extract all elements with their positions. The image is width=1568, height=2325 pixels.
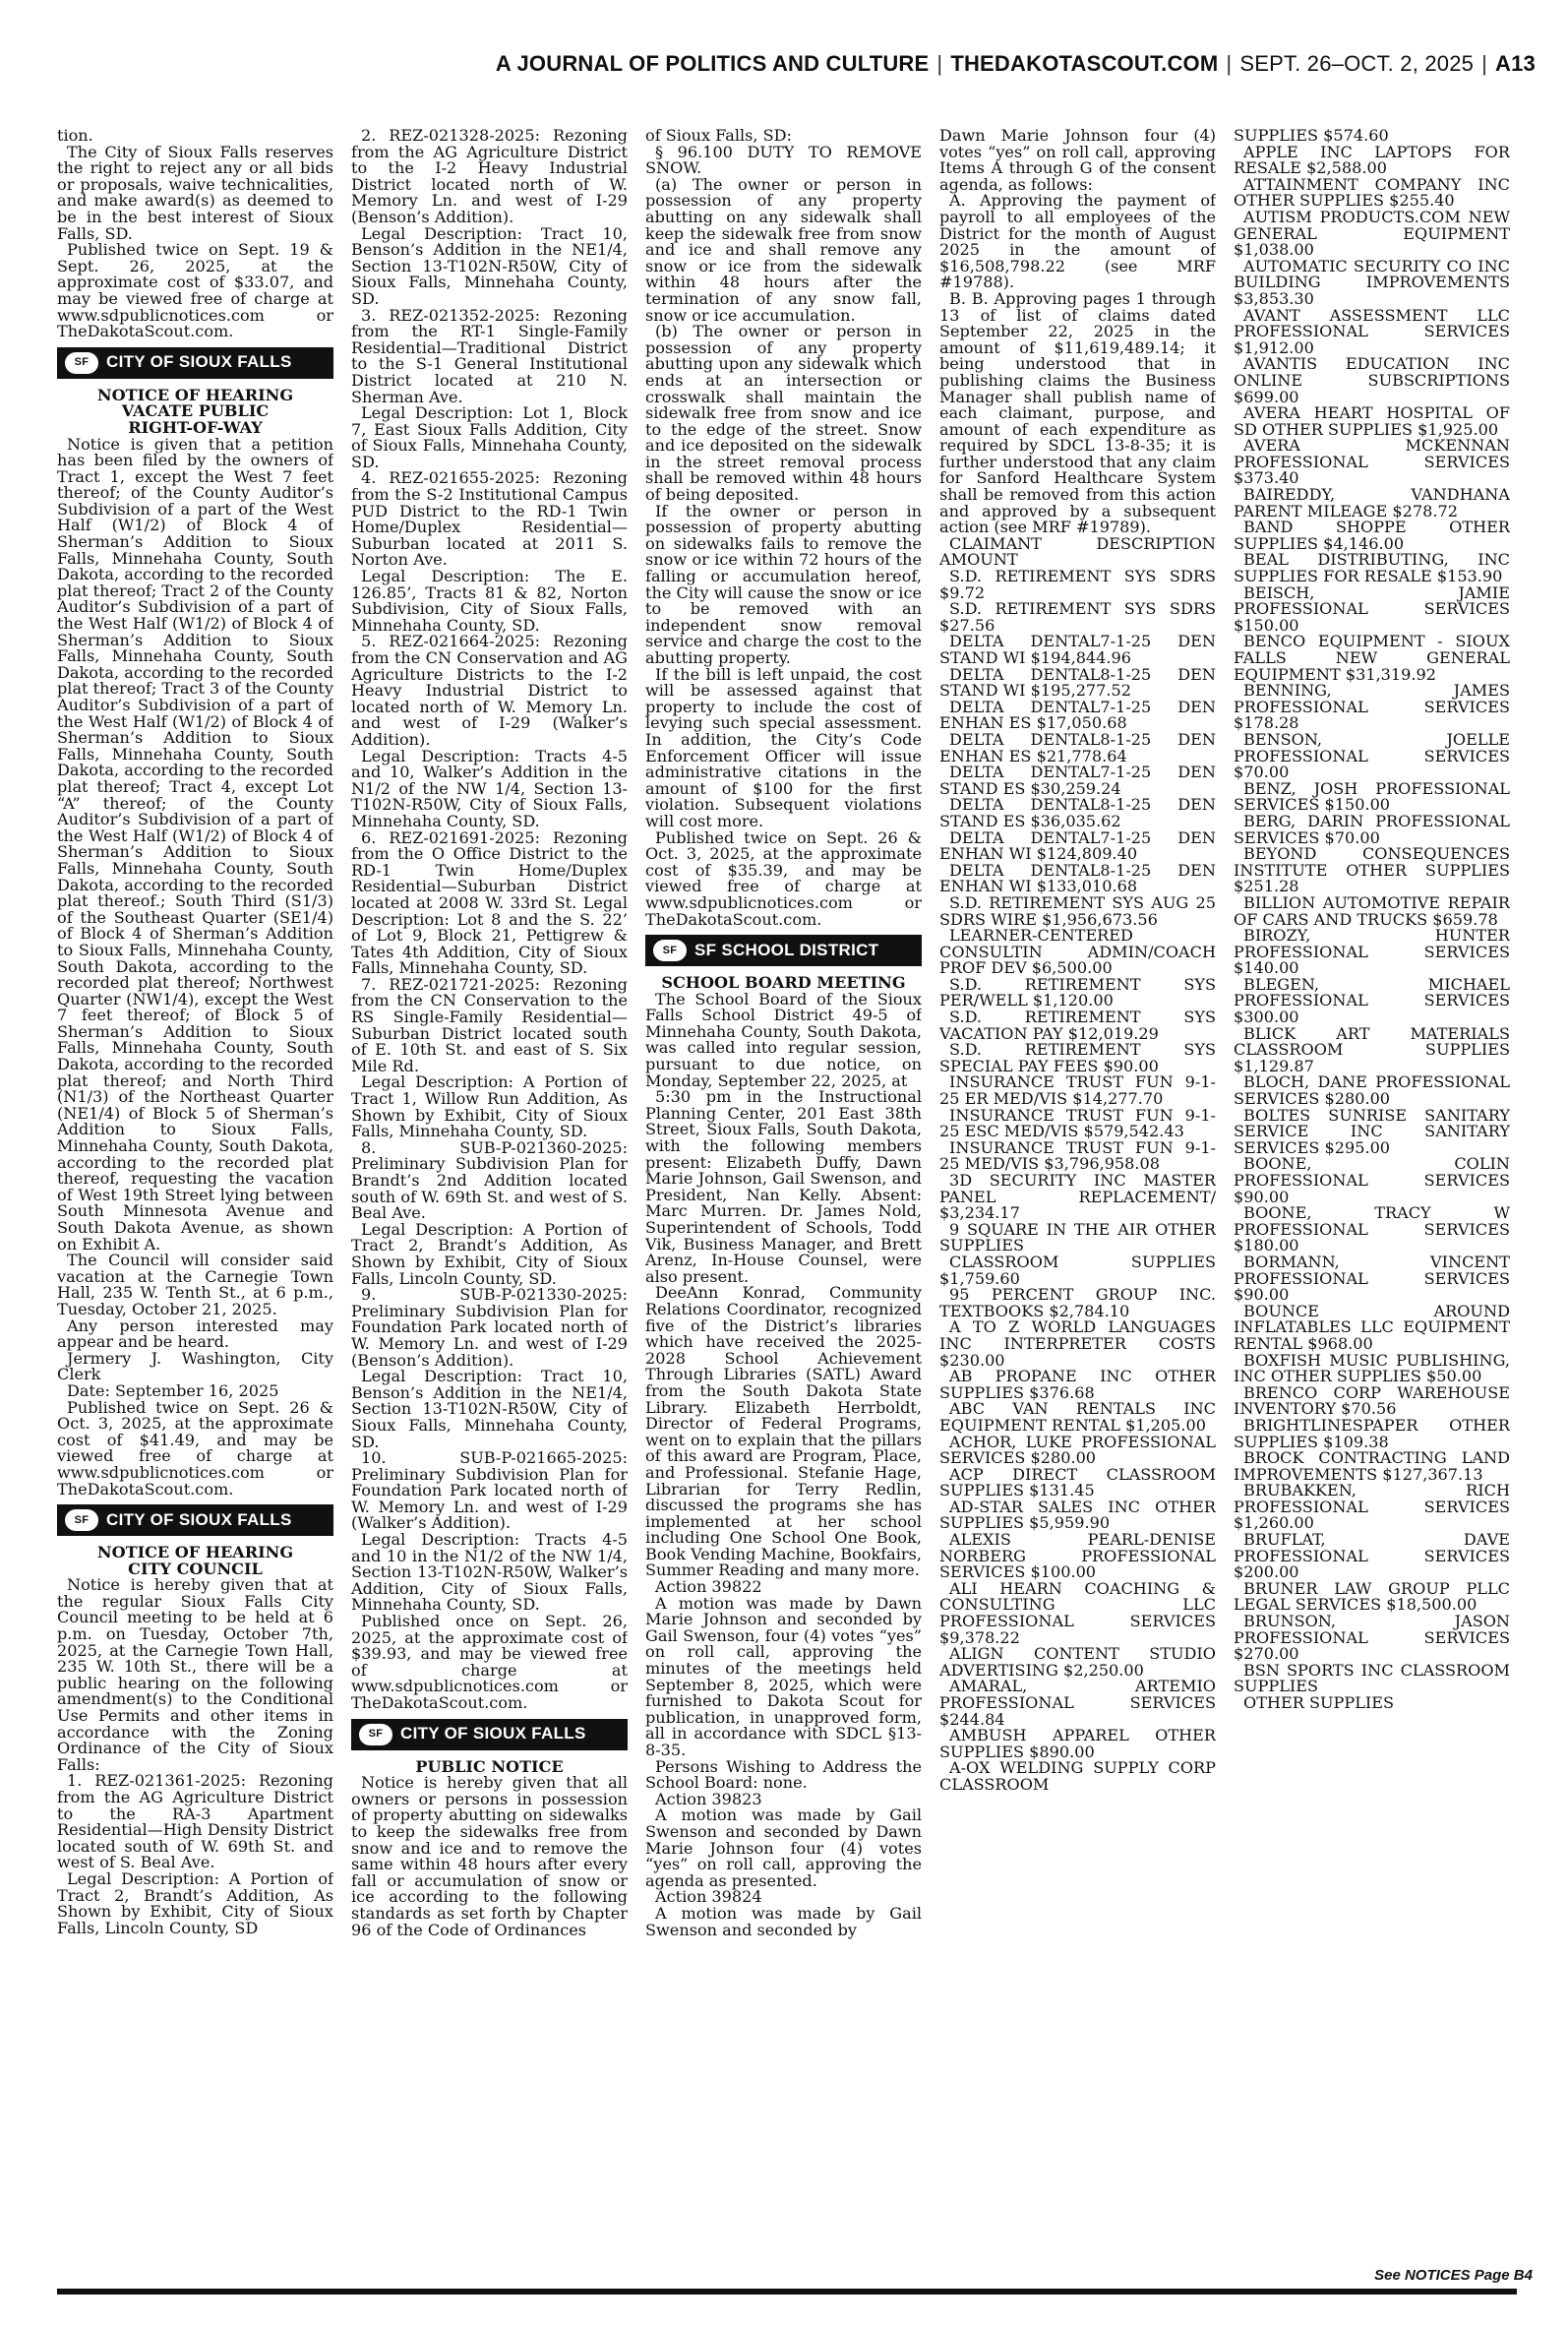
- claim-item: BLEGEN, MICHAEL PROFESSIONAL SERVICES $300.00: [1234, 974, 1510, 1027]
- paragraph: 5:30 pm in the Instructional Planning Center, 201 East 38th Street, Sioux Falls, South Dakota, with the following members present: Elizabeth Duffy, Dawn Marie Johnson, Gail Swenson, and President, Nan Kelly. Absent: Marc Murren. Dr. James Nold, Superintendent of Schools, Todd Vik, Business Manager, and Brett Arenz, In-House Counsel, were also present.: [645, 1087, 922, 1286]
- paragraph: 9. SUB-P-021330-2025: Preliminary Subdivision Plan for Foundation Park located north of W. Memory Ln. and west of I-29 (Benson’s Addition).: [351, 1285, 628, 1370]
- notice-heading: NOTICE OF HEARING: [96, 385, 294, 404]
- city-logo-icon: SF: [65, 1509, 98, 1531]
- paragraph: Action 39823: [655, 1789, 762, 1808]
- claim-item: AVANTIS EDUCATION INC ONLINE SUBSCRIPTIONS $699.00: [1234, 354, 1510, 406]
- claim-item: BSN SPORTS INC CLASSROOM SUPPLIES: [1234, 1660, 1510, 1696]
- paragraph: Persons Wishing to Address the School Board: none.: [645, 1756, 922, 1793]
- claim-item: BEISCH, JAMIE PROFESSIONAL SERVICES $150.00: [1234, 582, 1510, 635]
- claim-item: BROCK CONTRACTING LAND IMPROVEMENTS $127,367.13: [1234, 1448, 1510, 1484]
- paragraph: 8. SUB-P-021360-2025: Preliminary Subdivision Plan for Brandt’s 2nd Addition located south of W. 69th St. and west of S. Beal Ave.: [351, 1137, 628, 1223]
- paragraph: Notice is hereby given that at the regular Sioux Falls City Council meeting to be held at 6 p.m. on Tuesday, October 7th, 2025, at the Carnegie Town Hall, 235 W. 10th St., there will be a public hearing on the following amendment(s) to the Conditional Use Permits and other items in accordance with the Zoning Ordinance of the City of Sioux Falls:: [57, 1575, 333, 1774]
- claim-item: AMBUSH APPAREL OTHER SUPPLIES $890.00: [939, 1726, 1216, 1761]
- claim-item: ABC VAN RENTALS INC EQUIPMENT RENTAL $1,205.00: [939, 1399, 1216, 1435]
- claim-item: AUTOMATIC SECURITY CO INC BUILDING IMPROVEMENTS $3,853.30: [1234, 256, 1510, 308]
- paragraph: DeeAnn Konrad, Community Relations Coordinator, recognized five of the District’s libraries which have received the 2025-2028 School Achievement Through Libraries (SATL) Award from the South Dakota State Library. Elizabeth Herrboldt, Director of Federal Programs, went on to explain that the pillars of this award are Program, Place, and Professional. Stefanie Hage, Librarian for Terry Redlin, discussed the programs she has implemented at her school including One School One Book, Book Vending Machine, Bookfairs, Summer Reading and many more.: [645, 1283, 922, 1580]
- claim-item: BRENCO CORP WAREHOUSE INVENTORY $70.56: [1234, 1382, 1510, 1419]
- claim-item: DELTA DENTAL7-1-25 DEN ENHAN WI $124,809.40: [939, 827, 1216, 864]
- column-1: [57, 128, 333, 2214]
- paragraph: (a) The owner or person in possession of any property abutting on any sidewalk shall keep the sidewalk free from snow and ice and shall remove any snow or ice from the sidewalk within 48 hours after the termination of any snow fall, snow or ice accumulation.: [645, 174, 922, 325]
- paragraph: 5. REZ-021664-2025: Rezoning from the CN Conservation and AG Agriculture Districts to the I-2 Heavy Industrial District to located north of W. Memory Ln. and west of I-29 (Walker’s Addition).: [351, 632, 628, 749]
- paragraph: 3. REZ-021352-2025: Rezoning from the RT-1 Single-Family Residential—Traditional District to the S-1 General Institutional District located at 210 N. Sherman Ave.: [351, 305, 628, 406]
- banner-label: SF SCHOOL DISTRICT: [694, 940, 879, 959]
- header-separator: |: [1226, 51, 1233, 76]
- paragraph: of Sioux Falls, SD:: [645, 128, 792, 145]
- paragraph: Published once on Sept. 26, 2025, at the approximate cost of $39.93, and may be viewed free of charge at www.sdpublicnotices.com or TheDakotaScout.com.: [351, 1612, 628, 1712]
- claim-item: DELTA DENTAL8-1-25 DEN ENHAN WI $133,010.68: [939, 860, 1216, 896]
- claim-item: S.D. RETIREMENT SYS AUG 25 SDRS WIRE $1,956,673.56: [939, 892, 1216, 929]
- notice-heading: NOTICE OF HEARING: [96, 1543, 294, 1562]
- claim-item: ALI HEARN COACHING & CONSULTING LLC PROFESSIONAL SERVICES $9,378.22: [939, 1578, 1216, 1647]
- paragraph: Published twice on Sept. 26 & Oct. 3, 2025, at the approximate cost of $41.49, and may be viewed free of charge at www.sdpublicnotices.com or TheDakotaScout.com.: [57, 1397, 333, 1499]
- paragraph: 2. REZ-021328-2025: Rezoning from the AG Agriculture District to the I-2 Heavy Industrial District located north of W. Memory Ln. and west of I-29 (Benson’s Addition).: [351, 128, 628, 226]
- claim-item: BILLION AUTOMOTIVE REPAIR OF CARS AND TRUCKS $659.78: [1234, 892, 1510, 929]
- notice-heading: CITY COUNCIL: [128, 1559, 263, 1578]
- banner-label: CITY OF SIOUX FALLS: [106, 352, 292, 372]
- claim-item: DELTA DENTAL8-1-25 DEN STAND ES $36,035.62: [939, 795, 1216, 830]
- claim-item: BIROZY, HUNTER PROFESSIONAL SERVICES $140.00: [1234, 926, 1510, 978]
- claim-item: BOUNCE AROUND INFLATABLES LLC EQUIPMENT RENTAL $968.00: [1234, 1301, 1510, 1353]
- claim-item: CLASSROOM SUPPLIES $1,759.60: [939, 1252, 1216, 1288]
- paragraph: Published twice on Sept. 26 & Oct. 3, 2025, at the approximate cost of $35.39, and may be viewed free of charge at www.sdpublicnotices.com or TheDakotaScout.com.: [645, 827, 922, 929]
- header-separator: |: [936, 51, 943, 76]
- claim-item: BENZ, JOSH PROFESSIONAL SERVICES $150.00: [1234, 778, 1510, 815]
- district-logo-icon: SF: [653, 940, 687, 961]
- paragraph: Legal Description: Tract 10, Benson’s Addition in the NE1/4, Section 13-T102N-R50W, City of Sioux Falls, Minnehaha County, SD.: [351, 223, 628, 308]
- notice-heading: VACATE PUBLIC: [121, 401, 270, 421]
- claims-list: [939, 569, 1216, 1794]
- claim-item: BEYOND CONSEQUENCES INSTITUTE OTHER SUPPLIES $251.28: [1234, 844, 1510, 896]
- paragraph: 6. REZ-021691-2025: Rezoning from the O Office District to the RD-1 Twin Home/Duplex Residential—Suburban District located at 2008 W. 33rd St. Legal Description: Lot 8 and the S. 22’ of Lot 9, Block 21, Pettigrew & Tates 4th Addition, City of Sioux Falls, Minnehaha County, SD.: [351, 827, 628, 978]
- claims-list: [1234, 128, 1510, 1712]
- paragraph: Notice is hereby given that all owners or persons in possession of property abutting on sidewalks to keep the sidewalks free from snow and ice and to remove the same within 48 hours after every fall or accumulation of snow or ice according to the following standards as set forth by Chapter 96 of the Code of Ordinances: [351, 1773, 628, 1939]
- paragraph: Legal Description: Tracts 4-5 and 10 in the N1/2 of the NW 1/4, Section 13-T102N-R50W, Walker’s Addition, City of Sioux Falls, Minnehaha County, SD.: [351, 1530, 628, 1615]
- paragraph: B. B. Approving pages 1 through 13 of list of claims dated September 22, 2025 in the amount of $11,619,489.14; it being understood that in publishing claims the Business Manager shall publish name of each claimant, purpose, and amount of each expenditure as required by SDCL 13-8-35; it is further understood that any claim for Sanford Healthcare System shall be removed from this action and approved by a subsequent action (see MRF #19789).: [939, 288, 1216, 537]
- column-2: [351, 128, 628, 2214]
- claim-item: BOLTES SUNRISE SANITARY SERVICE INC SANITARY SERVICES $295.00: [1234, 1105, 1510, 1157]
- claim-item: BAIREDDY, VANDHANA PARENT MILEAGE $278.72: [1234, 485, 1510, 520]
- section-banner: [645, 935, 922, 966]
- claim-item: S.D. RETIREMENT SYS SDRS $27.56: [939, 599, 1216, 635]
- paragraph: Legal Description: Tracts 4-5 and 10, Walker’s Addition in the N1/2 of the NW 1/4, Section 13-T102N-R50W, City of Sioux Falls, Minnehaha County, SD.: [351, 746, 628, 830]
- paragraph: 1. REZ-021361-2025: Rezoning from the AG Agriculture District to the RA-3 Apartment Residential—High Density District located south of W. 69th St. and west of S. Beal Ave.: [57, 1771, 333, 1872]
- paragraph: The School Board of the Sioux Falls School District 49-5 of Minnehaha County, South Dakota, was called into regular session, pursuant to due notice, on Monday, September 22, 2025, at: [645, 989, 922, 1090]
- banner-label: CITY OF SIOUX FALLS: [400, 1724, 586, 1744]
- paragraph: § 96.100 DUTY TO REMOVE SNOW.: [645, 142, 922, 178]
- paragraph: Jermery J. Washington, City Clerk: [57, 1348, 333, 1384]
- paragraph: Notice is given that a petition has been filed by the owners of Tract 1, except the West 7 feet thereof; of the County Auditor’s Subdivision of a part of the West Half (W1/2) of Block 4 of Sherman’s Addition to Sioux Falls, Minnehaha County, South Dakota, according to the recorded plat thereof; Tract 2 of the County Auditor’s Subdivision of a part of the West Half (W1/2) of Block 4 of Sherman’s Addition to Sioux Falls, Minnehaha County, South Dakota, according to the recorded plat thereof; Tract 3 of the County Auditor’s Subdivision of a part of the West Half (W1/2) of Block 4 of Sherman’s Addition to Sioux Falls, Minnehaha County, South Dakota, according to the recorded plat thereof; Tract 4, except Lot “A” thereof; of the County Auditor’s Subdivision of a part of the West Half (W1/2) of Block 4 of Sherman’s Addition to Sioux Falls, Minnehaha County, South Dakota, according to the recorded plat thereof.; South Third (S1/3) of the Southeast Quarter (SE1/4) of Block 4 of Sherman’s Addition to Sioux Falls, Minnehaha County, South Dakota, according to the recorded plat thereof; Northwest Quarter (NW1/4), except the West 7 feet thereof; of Block 5 of Sherman’s Addition to Sioux Falls, Minnehaha County, South Dakota, according to the recorded plat thereof; and North Third (N1/3) of the Northeast Quarter (NE1/4) of Block 5 of Sherman’s Addition to Sioux Falls, Minnehaha County, South Dakota, according to the recorded plat thereof, requesting the vacation of West 19th Street lying between South Minnesota Avenue and South Dakota Avenue, as shown on Exhibit A.: [57, 434, 333, 1254]
- paragraph: (b) The owner or person in possession of any property abutting upon any sidewalk which ends at an intersection or crosswalk shall maintain the sidewalk free from snow and ice to the edge of the street. Snow and ice deposited on the sidewalk in the street removal process shall be removed within 48 hours of being deposited.: [645, 322, 922, 505]
- claim-item: S.D. RETIREMENT SYS SDRS $9.72: [939, 567, 1216, 602]
- claim-item: BLOCH, DANE PROFESSIONAL SERVICES $280.00: [1234, 1072, 1510, 1109]
- claim-item: BAND SHOPPE OTHER SUPPLIES $4,146.00: [1234, 518, 1510, 553]
- claim-item: A-OX WELDING SUPPLY CORP CLASSROOM: [939, 1758, 1216, 1794]
- claim-item: BOXFISH MUSIC PUBLISHING, INC OTHER SUPPLIES $50.00: [1234, 1350, 1510, 1386]
- claim-item: ACHOR, LUKE PROFESSIONAL SERVICES $280.00: [939, 1432, 1216, 1468]
- paragraph: Action 39824: [655, 1887, 762, 1907]
- claim-item: DELTA DENTAL8-1-25 DEN STAND WI $195,277.52: [939, 664, 1216, 701]
- paragraph: Legal Description: A Portion of Tract 2, Brandt’s Addition, As Shown by Exhibit, City of Sioux Falls, Lincoln County, SD.: [351, 1219, 628, 1288]
- claim-item: SUPPLIES $574.60: [1234, 128, 1389, 145]
- claim-item: BRUBAKKEN, RICH PROFESSIONAL SERVICES $1,260.00: [1234, 1481, 1510, 1533]
- continued-note: See NOTICES Page B4: [1374, 2267, 1533, 2284]
- column-4: [939, 128, 1216, 2214]
- claim-item: BOONE, TRACY W PROFESSIONAL SERVICES $180.00: [1234, 1203, 1510, 1255]
- claim-item: BOONE, COLIN PROFESSIONAL SERVICES $90.00: [1234, 1154, 1510, 1206]
- claim-item: DELTA DENTAL7-1-25 DEN ENHAN ES $17,050.68: [939, 697, 1216, 733]
- section-banner: [351, 1719, 628, 1750]
- claim-item: BLICK ART MATERIALS CLASSROOM SUPPLIES $1,129.87: [1234, 1023, 1510, 1075]
- paragraph: A. Approving the payment of payroll to all employees of the District for the month of August 2025 in the amount of $16,508,798.22 (see MRF #19788).: [939, 191, 1216, 292]
- claim-item: S.D. RETIREMENT SYS VACATION PAY $12,019.29: [939, 1008, 1216, 1043]
- paragraph: Date: September 16, 2025: [67, 1380, 279, 1400]
- claim-item: 3D SECURITY INC MASTER PANEL REPLACEMENT/ $3,234.17: [939, 1171, 1216, 1223]
- section-banner: [57, 1504, 333, 1536]
- claim-item: AVERA MCKENNAN PROFESSIONAL SERVICES $373.40: [1234, 436, 1510, 488]
- column-3: [645, 128, 922, 2214]
- claim-item: AVERA HEART HOSPITAL OF SD OTHER SUPPLIES $1,925.00: [1234, 403, 1510, 439]
- paragraph: Action 39822: [655, 1577, 762, 1597]
- claim-item: ATTAINMENT COMPANY INC OTHER SUPPLIES $255.40: [1234, 174, 1510, 211]
- claim-item: APPLE INC LAPTOPS FOR RESALE $2,588.00: [1234, 142, 1510, 178]
- paragraph: Legal Description: A Portion of Tract 2, Brandt’s Addition, As Shown by Exhibit, City of Sioux Falls, Lincoln County, SD: [57, 1868, 333, 1937]
- paragraph: Published twice on Sept. 19 & Sept. 26, 2025, at the approximate cost of $33.07, and may be viewed free of charge at www.sdpublicnotices.com or TheDakotaScout.com.: [57, 240, 333, 341]
- claim-item: OTHER SUPPLIES: [1243, 1693, 1395, 1712]
- paragraph: If the bill is left unpaid, the cost will be assessed against that property to include the cost of levying such special assessment. In addition, the City’s Code Enforcement Officer will issue administrative citations in the amount of $100 for the first violation. Subsequent violations will cost more.: [645, 664, 922, 830]
- paragraph: A motion was made by Dawn Marie Johnson and seconded by Gail Swenson, four (4) votes “yes” on roll call, approving the minutes of the meetings held September 8, 2025, which were furnished to Dakota Scout for publication, in unapproved form, all in accordance with SDCL §13-8-35.: [645, 1593, 922, 1759]
- banner-label: CITY OF SIOUX FALLS: [106, 1509, 292, 1529]
- site-name: THEDAKOTASCOUT.COM: [950, 51, 1219, 76]
- claim-item: DELTA DENTAL7-1-25 DEN STAND ES $30,259.24: [939, 763, 1216, 798]
- claim-item: DELTA DENTAL8-1-25 DEN ENHAN ES $21,778.64: [939, 729, 1216, 765]
- claim-item: BENNING, JAMES PROFESSIONAL SERVICES $178.28: [1234, 681, 1510, 733]
- notice-heading: RIGHT-OF-WAY: [128, 417, 263, 437]
- header-separator: |: [1481, 51, 1488, 76]
- claim-item: 95 PERCENT GROUP INC. TEXTBOOKS $2,784.10: [939, 1285, 1216, 1320]
- claim-item: 9 SQUARE IN THE AIR OTHER SUPPLIES: [939, 1219, 1216, 1255]
- paragraph: Legal Description: The E. 126.85’, Tracts 81 & 82, Norton Subdivision, City of Sioux Falls, Minnehaha County, SD.: [351, 567, 628, 635]
- journal-tagline: A JOURNAL OF POLITICS AND CULTURE: [495, 51, 930, 76]
- paragraph: The City of Sioux Falls reserves the right to reject any or all bids or proposals, waive technicalities, and make award(s) as deemed to be in the best interest of Sioux Falls, SD.: [57, 142, 333, 243]
- paragraph: If the owner or person in possession of property abutting on sidewalks fails to remove the snow or ice within 72 hours of the falling or accumulation hereof, the City will cause the snow or ice to be removed with an independent snow removal service and charge the cost to the abutting property.: [645, 501, 922, 667]
- notice-heading: SCHOOL BOARD MEETING: [661, 973, 906, 993]
- claim-item: LEARNER-CENTERED CONSULTIN ADMIN/COACH PROF DEV $6,500.00: [939, 926, 1216, 978]
- claim-item: ALEXIS PEARL-DENISE NORBERG PROFESSIONAL SERVICES $100.00: [939, 1530, 1216, 1582]
- claim-item: AD-STAR SALES INC OTHER SUPPLIES $5,959.90: [939, 1497, 1216, 1533]
- claim-item: INSURANCE TRUST FUN 9-1-25 ESC MED/VIS $579,542.43: [939, 1105, 1216, 1141]
- claim-item: DELTA DENTAL7-1-25 DEN STAND WI $194,844.96: [939, 632, 1216, 667]
- paragraph: Legal Description: Lot 1, Block 7, East Sioux Falls Addition, City of Sioux Falls, Minnehaha County, SD.: [351, 403, 628, 471]
- page-number: A13: [1495, 51, 1536, 76]
- claim-item: S.D. RETIREMENT SYS SPECIAL PAY FEES $90.00: [939, 1040, 1216, 1075]
- paragraph: 7. REZ-021721-2025: Rezoning from the CN Conservation to the RS Single-Family Residential—Suburban District located south of E. 10th St. and east of S. Six Mile Rd.: [351, 974, 628, 1075]
- paragraph: Dawn Marie Johnson four (4) votes “yes” on roll call, approving Items A through G of the consent agenda, as follows:: [939, 128, 1216, 194]
- paragraph: A motion was made by Gail Swenson and seconded by Dawn Marie Johnson four (4) votes “yes” on roll call, approving the agenda as presented.: [645, 1805, 922, 1890]
- paragraph: 10. SUB-P-021665-2025: Preliminary Subdivision Plan for Foundation Park located north of W. Memory Ln. and west of I-29 (Walker’s Addition).: [351, 1448, 628, 1533]
- claim-item: A TO Z WORLD LANGUAGES INC INTERPRETER COSTS $230.00: [939, 1317, 1216, 1370]
- claim-item: AMARAL, ARTEMIO PROFESSIONAL SERVICES $244.84: [939, 1677, 1216, 1729]
- section-banner: [57, 347, 333, 379]
- claim-item: BENCO EQUIPMENT - SIOUX FALLS NEW GENERAL EQUIPMENT $31,319.92: [1234, 632, 1510, 684]
- notice-heading: PUBLIC NOTICE: [415, 1756, 564, 1776]
- paragraph: Legal Description: A Portion of Tract 1, Willow Run Addition, As Shown by Exhibit, City of Sioux Falls, Minnehaha County, SD.: [351, 1072, 628, 1141]
- paragraph: 4. REZ-021655-2025: Rezoning from the S-2 Institutional Campus PUD District to the RD-1 Twin Home/Duplex Residential—Suburban located at 2011 S. Norton Ave.: [351, 468, 628, 570]
- paragraph: A motion was made by Gail Swenson and seconded by: [645, 1903, 922, 1939]
- claim-item: ACP DIRECT CLASSROOM SUPPLIES $131.45: [939, 1464, 1216, 1500]
- claim-item: BRIGHTLINESPAPER OTHER SUPPLIES $109.38: [1234, 1415, 1510, 1451]
- paragraph: Legal Description: Tract 10, Benson’s Addition in the NE1/4, Section 13-T102N-R50W, City of Sioux Falls, Minnehaha County, SD.: [351, 1367, 628, 1451]
- claim-item: BORMANN, VINCENT PROFESSIONAL SERVICES $90.00: [1234, 1252, 1510, 1305]
- claim-item: ALIGN CONTENT STUDIO ADVERTISING $2,250.00: [939, 1644, 1216, 1680]
- city-logo-icon: SF: [359, 1724, 392, 1745]
- page-header: [496, 51, 1536, 77]
- city-logo-icon: SF: [65, 352, 98, 374]
- claim-item: AB PROPANE INC OTHER SUPPLIES $376.68: [939, 1367, 1216, 1402]
- paragraph: The Council will consider said vacation at the Carnegie Town Hall, 235 W. Tenth St., at 6 p.m., Tuesday, October 21, 2025.: [57, 1251, 333, 1318]
- issue-dates: SEPT. 26–OCT. 2, 2025: [1239, 51, 1475, 76]
- bottom-rule: [57, 2289, 1517, 2294]
- claim-item: S.D. RETIREMENT SYS PER/WELL $1,120.00: [939, 974, 1216, 1010]
- claim-item: AUTISM PRODUCTS.COM NEW GENERAL EQUIPMENT $1,038.00: [1234, 207, 1510, 260]
- claims-header: CLAIMANT DESCRIPTION AMOUNT: [939, 533, 1216, 570]
- paragraph: tion.: [57, 128, 93, 145]
- claim-item: INSURANCE TRUST FUN 9-1-25 ER MED/VIS $14,277.70: [939, 1072, 1216, 1109]
- claim-item: BEAL DISTRIBUTING, INC SUPPLIES FOR RESALE $153.90: [1234, 550, 1510, 586]
- notice-columns: [57, 128, 1513, 2214]
- claim-item: BRUNSON, JASON PROFESSIONAL SERVICES $270.00: [1234, 1612, 1510, 1664]
- claim-item: BRUNER LAW GROUP PLLC LEGAL SERVICES $18,500.00: [1234, 1578, 1510, 1615]
- claim-item: BRUFLAT, DAVE PROFESSIONAL SERVICES $200.00: [1234, 1530, 1510, 1582]
- claim-item: BERG, DARIN PROFESSIONAL SERVICES $70.00: [1234, 811, 1510, 847]
- column-5: [1234, 128, 1510, 2214]
- claim-item: INSURANCE TRUST FUN 9-1-25 MED/VIS $3,796,958.08: [939, 1137, 1216, 1174]
- paragraph: Any person interested may appear and be heard.: [57, 1315, 333, 1352]
- claim-item: BENSON, JOELLE PROFESSIONAL SERVICES $70.00: [1234, 729, 1510, 782]
- claim-item: AVANT ASSESSMENT LLC PROFESSIONAL SERVICES $1,912.00: [1234, 305, 1510, 357]
